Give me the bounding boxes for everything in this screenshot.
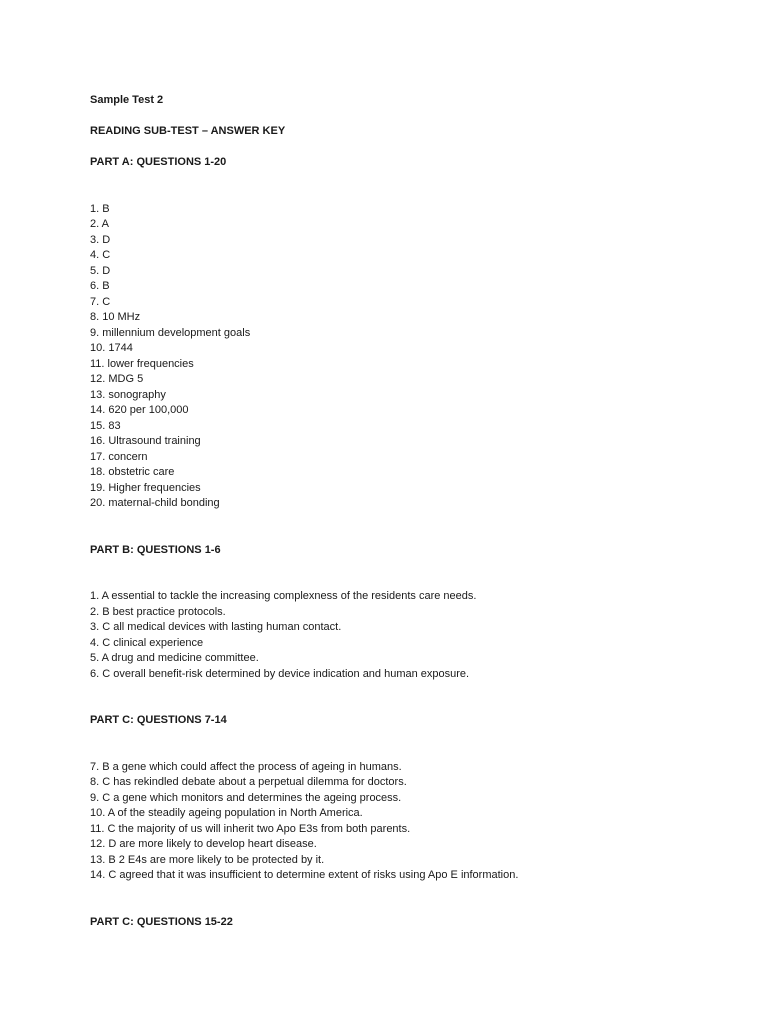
answer-item: 20. maternal-child bonding <box>90 497 220 509</box>
answer-item: 19. Higher frequencies <box>90 481 201 494</box>
answer-item: 12. MDG 5 <box>90 373 144 385</box>
answer-item: 10. A of the steadily ageing population in North America. <box>90 807 363 819</box>
document-subtitle: READING SUB-TEST – ANSWER KEY <box>90 125 286 137</box>
answer-item: 13. sonography <box>90 388 166 401</box>
answer-item: 5. D <box>90 264 111 277</box>
answer-item: 2. B best practice protocols. <box>90 605 226 618</box>
answer-item: 2. A <box>90 218 109 230</box>
answer-item: 10. 1744 <box>90 342 133 354</box>
answer-item: 16. Ultrasound training <box>90 435 201 447</box>
document-body <box>90 93 730 930</box>
answer-item: 15. 83 <box>90 419 121 432</box>
answer-item: 4. C <box>90 249 111 261</box>
part-b-heading: PART B: QUESTIONS 1-6 <box>90 543 221 556</box>
answer-item: 6. C overall benefit-risk determined by device indication and human exposure. <box>90 667 470 680</box>
answer-item: 3. D <box>90 233 111 246</box>
answer-item: 6. B <box>90 280 110 292</box>
answer-item: 8. 10 MHz <box>90 311 141 323</box>
part-c1-answer-list <box>90 760 730 884</box>
answer-item: 9. C a gene which monitors and determines the ageing process. <box>90 791 402 804</box>
part-c2-heading: PART C: QUESTIONS 15-22 <box>90 915 233 928</box>
answer-item: 18. obstetric care <box>90 466 175 478</box>
part-a-answer-list <box>90 202 730 512</box>
answer-item: 9. millennium development goals <box>90 326 251 339</box>
answer-item: 7. C <box>90 295 111 308</box>
answer-item: 17. concern <box>90 450 148 463</box>
answer-item: 13. B 2 E4s are more likely to be protected by it. <box>90 853 325 866</box>
answer-item: 14. 620 per 100,000 <box>90 404 189 416</box>
answer-item: 1. B <box>90 202 110 215</box>
answer-item: 11. lower frequencies <box>90 357 194 370</box>
answer-item: 11. C the majority of us will inherit two Apo E3s from both parents. <box>90 822 411 835</box>
answer-item: 5. A drug and medicine committee. <box>90 652 259 664</box>
answer-item: 4. C clinical experience <box>90 636 204 649</box>
answer-item: 3. C all medical devices with lasting human contact. <box>90 621 342 633</box>
part-c1-heading: PART C: QUESTIONS 7-14 <box>90 714 227 726</box>
answer-item: 12. D are more likely to develop heart disease. <box>90 838 317 850</box>
answer-item: 8. C has rekindled debate about a perpetual dilemma for doctors. <box>90 776 407 788</box>
answer-item: 1. A essential to tackle the increasing complexness of the residents care needs. <box>90 590 477 602</box>
part-b-answer-list <box>90 589 730 682</box>
answer-item: 14. C agreed that it was insufficient to determine extent of risks using Apo E information. <box>90 869 519 881</box>
document-title: Sample Test 2 <box>90 94 164 106</box>
answer-item: 7. B a gene which could affect the process of ageing in humans. <box>90 760 402 773</box>
part-a-heading: PART A: QUESTIONS 1-20 <box>90 156 227 168</box>
